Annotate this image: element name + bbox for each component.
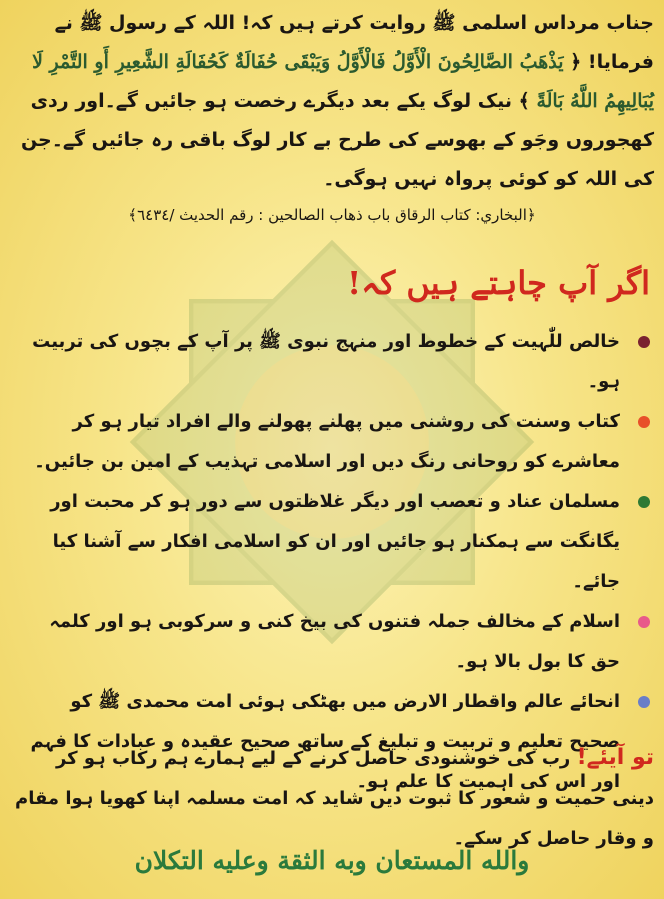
goal-text: اسلام کے مخالف جملہ فتنوں کی بیخ کنی و سرکوبی ہو اور کلمہ حق کا بول بالا ہو۔ — [49, 611, 620, 672]
close-ornate-bracket: ﴾ — [518, 90, 530, 112]
hadith-arabic-text: يَذْهَبُ الصَّالِحُونَ الْأَوَّلُ فَالْأَوَّلُ وَيَبْقَى حُفَالَةٌ كَحُفَالَةِ الشَّعِيرِ أَوِ التَّمْرِ لَا يُبَالِيهِمُ اللَّهُ بَالَةً — [32, 51, 654, 112]
goal-item-2 — [14, 402, 654, 482]
hadith-intro: جناب مرداس اسلمی ﷺ روایت کرتے ہیں کہ! اللہ کے رسول ﷺ نے فرمایا! — [54, 12, 654, 73]
closing-dua: والله المستعان وبه الثقة وعليه التكلان — [134, 846, 530, 875]
closing-paragraph — [14, 738, 654, 859]
goal-text: انحائے عالم واقطار الارض میں بھٹکی ہوئی امت محمدی ﷺ کو صحیح تعلیم و تربیت و تبلیغ کے ساتھ صحیح عقیدہ و عبادات کا فہم اور اس کی اہمیت کا علم ہو۔ — [30, 691, 620, 792]
goal-item-4 — [14, 602, 654, 682]
goal-item-1 — [14, 322, 654, 402]
bullet-dot-icon — [638, 496, 650, 508]
goal-text: خالص للّٰہیت کے خطوط اور منہج نبوی ﷺ پر آپ کے بچوں کی تربیت ہو۔ — [32, 331, 620, 392]
hadith-paragraph — [14, 4, 654, 199]
closing-call-to-action: تو آیئے! — [576, 745, 654, 770]
hadith-reference: ﴿البخاري: كتاب الرقاق باب ذهاب الصالحين : رقم الحديث /٦٤٣٤﴾ — [128, 206, 536, 224]
goal-text: کتاب وسنت کی روشنی میں پھلنے پھولنے والے افراد تیار ہو کر معاشرے کو روحانی رنگ دیں اور اسلامی تہذیب کے امین بن جائیں۔ — [34, 411, 620, 472]
goals-list — [14, 322, 654, 802]
closing-text: رب کی خوشنودی حاصل کرنے کے لیے ہمارے ہم رکاب ہو کر دینی حمیت و شعور کا ثبوت دیں شاید کہ امت مسلمہ اپنا کھویا ہوا مقام و وقار حاصل کر سکے۔ — [15, 748, 654, 849]
bullet-dot-icon — [638, 336, 650, 348]
bullet-dot-icon — [638, 616, 650, 628]
open-ornate-bracket: ﴿ — [570, 51, 582, 73]
bullet-dot-icon — [638, 416, 650, 428]
hadith-translation: نیک لوگ یکے بعد دیگرے رخصت ہو جائیں گے۔اور ردی کھجوروں وجَو کے بھوسے کی طرح بے کار لوگ باقی رہ جائیں گے۔جن کی اللہ کو کوئی پرواہ نہیں ہوگی۔ — [20, 90, 654, 190]
goal-text: مسلمان عناد و تعصب اور دیگر غلاظتوں سے دور ہو کر محبت اور یگانگت سے ہمکنار ہو جائیں اور ان کو اسلامی افکار سے آشنا کیا جائے۔ — [50, 491, 620, 592]
goal-item-3 — [14, 482, 654, 602]
bullet-dot-icon — [638, 696, 650, 708]
section-heading: اگر آپ چاہتے ہیں کہ! — [347, 264, 650, 302]
